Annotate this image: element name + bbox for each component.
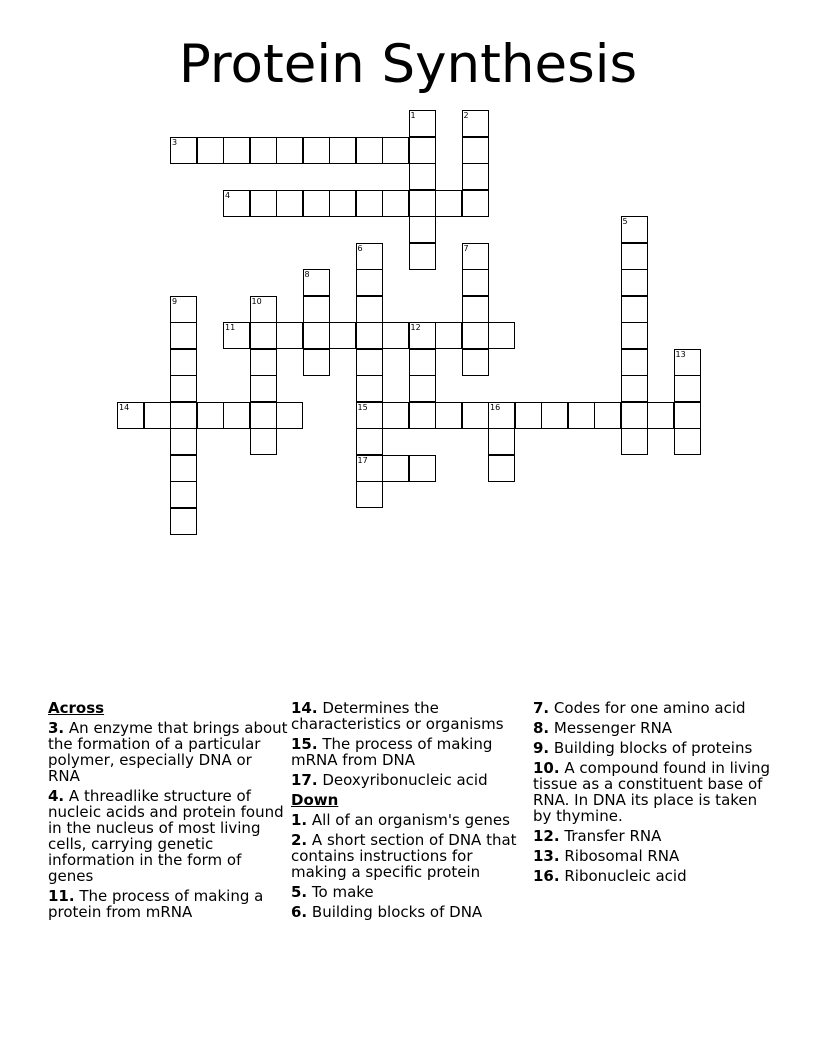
grid-cell[interactable] — [409, 190, 436, 217]
clue-number: 8 — [304, 270, 310, 279]
grid-cell[interactable] — [409, 375, 436, 402]
clue-item — [48, 888, 288, 920]
clue-item — [533, 720, 773, 736]
grid-cell[interactable] — [409, 137, 436, 164]
clue-item — [533, 868, 773, 884]
clue-number-label: 16. — [533, 867, 560, 885]
grid-cell[interactable] — [594, 402, 621, 429]
grid-cell[interactable] — [409, 322, 436, 349]
clue-number-label: 6. — [291, 903, 308, 921]
grid-cell[interactable] — [303, 269, 330, 296]
clue-number-label: 13. — [533, 847, 560, 865]
grid-cell[interactable] — [382, 455, 409, 482]
clue-number-label: 5. — [291, 883, 308, 901]
grid-cell[interactable] — [674, 428, 701, 455]
grid-cell[interactable] — [488, 322, 515, 349]
grid-cell[interactable] — [197, 402, 224, 429]
grid-cell[interactable] — [462, 137, 489, 164]
grid-cell[interactable] — [356, 296, 383, 323]
grid-cell[interactable] — [621, 349, 648, 376]
clue-text: All of an organism's genes — [311, 811, 510, 829]
grid-cell[interactable] — [568, 402, 595, 429]
grid-cell[interactable] — [647, 402, 674, 429]
grid-cell[interactable] — [462, 190, 489, 217]
clue-number: 10 — [251, 296, 262, 306]
grid-cell[interactable] — [303, 137, 330, 164]
grid-cell[interactable] — [303, 190, 330, 217]
grid-cell[interactable] — [356, 190, 383, 217]
clue-number: 17 — [357, 455, 368, 465]
grid-cell[interactable] — [409, 402, 436, 429]
clue-item — [48, 720, 288, 784]
page-title: Protein Synthesis — [178, 34, 638, 95]
grid-cell[interactable] — [276, 322, 303, 349]
clue-section-heading: Down — [291, 791, 339, 809]
grid-cell[interactable] — [674, 402, 701, 429]
clue-item — [291, 812, 531, 828]
grid-cell[interactable] — [250, 428, 277, 455]
grid-cell[interactable] — [435, 402, 462, 429]
clue-number: 2 — [463, 111, 469, 120]
grid-cell[interactable] — [303, 322, 330, 349]
grid-cell[interactable] — [621, 296, 648, 323]
clue-section-heading: Across — [48, 699, 105, 717]
grid-cell[interactable] — [674, 349, 701, 376]
grid-cell[interactable] — [329, 190, 356, 217]
grid-cell[interactable] — [409, 243, 436, 270]
clue-text: To make — [311, 883, 374, 901]
clue-item — [48, 788, 288, 884]
grid-cell[interactable] — [223, 402, 250, 429]
clue-item — [291, 884, 531, 900]
clue-text: Messenger RNA — [553, 719, 673, 737]
grid-cell[interactable] — [462, 322, 489, 349]
grid-cell[interactable] — [250, 296, 277, 323]
clue-text: Building blocks of DNA — [311, 903, 483, 921]
grid-cell[interactable] — [356, 137, 383, 164]
grid-cell[interactable] — [303, 296, 330, 323]
clue-number-label: 9. — [533, 739, 550, 757]
grid-cell[interactable] — [170, 428, 197, 455]
grid-cell[interactable] — [488, 455, 515, 482]
clue-number-label: 11. — [48, 887, 75, 905]
grid-cell[interactable] — [117, 402, 144, 429]
clue-text: An enzyme that brings about the formation of a particular polymer, especially DNA or RNA — [48, 719, 288, 785]
clue-number-label: 15. — [291, 735, 318, 753]
clue-item — [291, 772, 531, 788]
grid-cell[interactable] — [170, 455, 197, 482]
grid-cell[interactable] — [409, 455, 436, 482]
clue-number: 6 — [357, 243, 363, 253]
clue-number-label: 10. — [533, 759, 560, 777]
clue-item — [533, 740, 773, 756]
grid-cell[interactable] — [435, 190, 462, 217]
clue-text: A threadlike structure of nucleic acids and protein found in the nucleus of most living cells, carrying genetic information in the form of genes — [48, 787, 284, 885]
grid-cell[interactable] — [462, 349, 489, 376]
grid-cell[interactable] — [356, 349, 383, 376]
clue-number-label: 2. — [291, 831, 308, 849]
clue-number: 5 — [622, 217, 628, 226]
grid-cell[interactable] — [488, 402, 515, 429]
grid-cell[interactable] — [170, 349, 197, 376]
grid-cell[interactable] — [170, 137, 197, 164]
clue-number: 9 — [172, 296, 178, 306]
clue-number: 14 — [119, 402, 130, 412]
clue-text: Determines the characteristics or organisms — [291, 699, 504, 733]
clue-number: 4 — [225, 190, 231, 200]
grid-cell[interactable] — [409, 349, 436, 376]
grid-cell[interactable] — [462, 296, 489, 323]
grid-cell[interactable] — [250, 190, 277, 217]
grid-cell[interactable] — [303, 349, 330, 376]
grid-cell[interactable] — [462, 243, 489, 270]
clue-item — [533, 760, 773, 824]
grid-cell[interactable] — [621, 243, 648, 270]
clue-text: The process of making mRNA from DNA — [291, 735, 493, 769]
clue-number-label: 17. — [291, 771, 318, 789]
grid-cell[interactable] — [329, 137, 356, 164]
grid-cell[interactable] — [462, 269, 489, 296]
grid-cell[interactable] — [170, 508, 197, 535]
clue-number: 3 — [172, 137, 178, 147]
clue-text: A compound found in living tissue as a constituent base of RNA. In DNA its place is taken by thymine. — [533, 759, 771, 825]
clue-item — [291, 904, 531, 920]
grid-cell[interactable] — [621, 428, 648, 455]
grid-cell[interactable] — [170, 296, 197, 323]
grid-cell[interactable] — [462, 110, 489, 137]
clue-text: Building blocks of proteins — [553, 739, 753, 757]
clue-number-label: 4. — [48, 787, 65, 805]
grid-cell[interactable] — [621, 322, 648, 349]
grid-cell[interactable] — [356, 428, 383, 455]
clue-text: Ribosomal RNA — [564, 847, 680, 865]
grid-cell[interactable] — [462, 402, 489, 429]
grid-cell[interactable] — [356, 402, 383, 429]
clue-text: Deoxyribonucleic acid — [322, 771, 488, 789]
clue-number: 13 — [675, 349, 686, 359]
clue-number-label: 14. — [291, 699, 318, 717]
clue-column-1 — [48, 700, 288, 924]
grid-cell[interactable] — [329, 322, 356, 349]
clue-number-label: 12. — [533, 827, 560, 845]
grid-cell[interactable] — [409, 216, 436, 243]
grid-cell[interactable] — [621, 375, 648, 402]
grid-cell[interactable] — [170, 375, 197, 402]
grid-cell[interactable] — [170, 322, 197, 349]
grid-cell[interactable] — [250, 402, 277, 429]
clue-number-label: 3. — [48, 719, 65, 737]
grid-cell[interactable] — [356, 375, 383, 402]
grid-cell[interactable] — [621, 402, 648, 429]
clue-text: Ribonucleic acid — [564, 867, 687, 885]
grid-cell[interactable] — [250, 137, 277, 164]
clue-number: 12 — [410, 323, 421, 332]
grid-cell[interactable] — [250, 375, 277, 402]
clue-text: Codes for one amino acid — [553, 699, 746, 717]
grid-cell[interactable] — [409, 110, 436, 137]
grid-cell[interactable] — [382, 190, 409, 217]
grid-cell[interactable] — [276, 190, 303, 217]
grid-cell[interactable] — [250, 349, 277, 376]
grid-cell[interactable] — [223, 137, 250, 164]
grid-cell[interactable] — [435, 322, 462, 349]
clue-number-label: 7. — [533, 699, 550, 717]
grid-cell[interactable] — [462, 163, 489, 190]
clue-text: Transfer RNA — [564, 827, 662, 845]
grid-cell[interactable] — [170, 402, 197, 429]
clue-number-label: 1. — [291, 811, 308, 829]
grid-cell[interactable] — [356, 243, 383, 270]
clue-number: 11 — [225, 323, 236, 332]
grid-cell[interactable] — [223, 190, 250, 217]
clue-text: The process of making a protein from mRNA — [48, 887, 264, 921]
grid-cell[interactable] — [223, 322, 250, 349]
clue-number-label: 8. — [533, 719, 550, 737]
grid-cell[interactable] — [144, 402, 171, 429]
grid-cell[interactable] — [356, 481, 383, 508]
grid-cell[interactable] — [382, 402, 409, 429]
clue-text: A short section of DNA that contains instructions for making a specific protein — [291, 831, 517, 881]
grid-cell[interactable] — [250, 322, 277, 349]
grid-cell[interactable] — [356, 455, 383, 482]
clue-number: 16 — [490, 402, 501, 412]
clue-item — [533, 828, 773, 844]
grid-cell[interactable] — [515, 402, 542, 429]
grid-cell[interactable] — [170, 481, 197, 508]
clue-column-2 — [291, 700, 531, 924]
grid-cell[interactable] — [621, 269, 648, 296]
grid-cell[interactable] — [382, 322, 409, 349]
grid-cell[interactable] — [276, 137, 303, 164]
clue-item — [291, 700, 531, 732]
grid-cell[interactable] — [621, 216, 648, 243]
grid-cell[interactable] — [488, 428, 515, 455]
grid-cell[interactable] — [382, 137, 409, 164]
clue-number: 7 — [463, 243, 469, 253]
grid-cell[interactable] — [674, 375, 701, 402]
grid-cell[interactable] — [197, 137, 224, 164]
grid-cell[interactable] — [276, 402, 303, 429]
grid-cell[interactable] — [541, 402, 568, 429]
clue-item — [533, 700, 773, 716]
clue-number: 1 — [410, 111, 416, 120]
clue-number: 15 — [357, 402, 368, 412]
clue-item — [291, 736, 531, 768]
grid-cell[interactable] — [356, 322, 383, 349]
clue-column-3 — [533, 700, 773, 888]
clue-item — [291, 832, 531, 880]
grid-cell[interactable] — [409, 163, 436, 190]
grid-cell[interactable] — [356, 269, 383, 296]
clue-item — [533, 848, 773, 864]
